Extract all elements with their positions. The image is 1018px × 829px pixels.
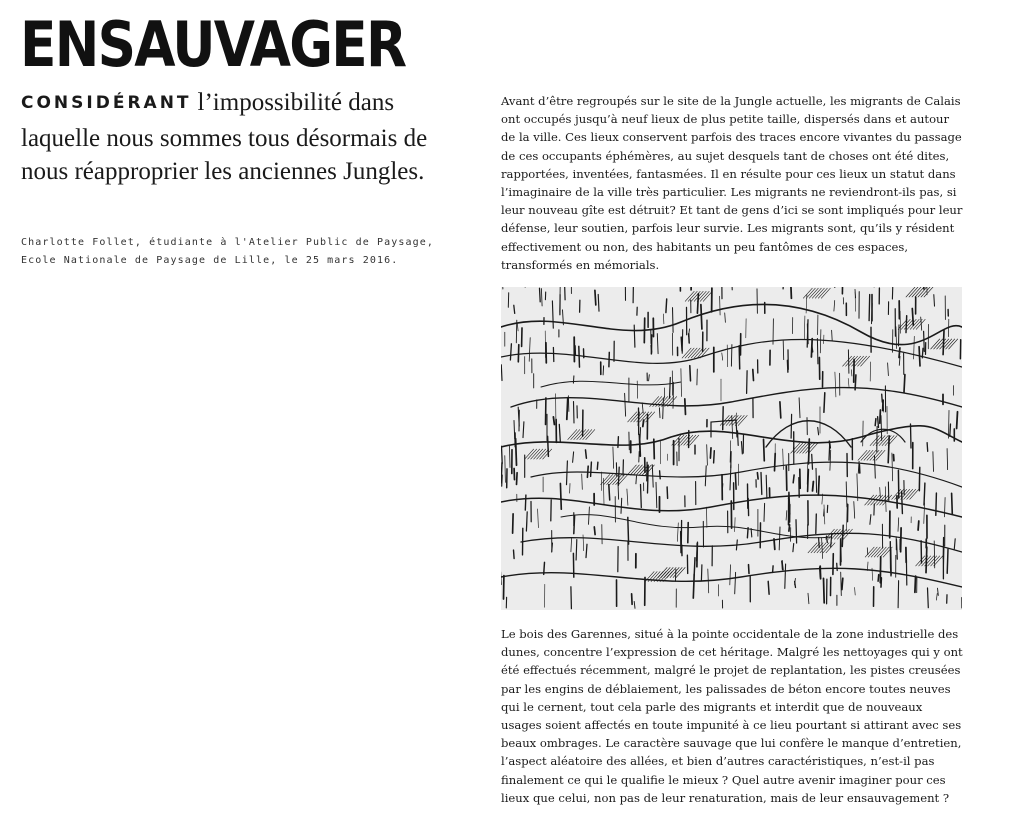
sketch-tree-stroke <box>595 290 596 305</box>
sketch-tree-stroke <box>697 542 698 561</box>
sketch-tree-stroke <box>714 451 715 463</box>
sketch-tree-stroke <box>659 408 660 418</box>
sketch-tree-stroke <box>749 565 750 574</box>
lede <box>21 86 471 188</box>
sketch-tree-stroke <box>516 320 517 343</box>
sketch-tree-stroke <box>764 439 765 461</box>
sketch-tree-stroke <box>766 475 767 498</box>
landscape-sketch <box>501 287 962 610</box>
sketch-tree-stroke <box>501 463 502 483</box>
sketch-tree-stroke <box>793 544 794 552</box>
sketch-tree-stroke <box>693 574 694 598</box>
sketch-tree-stroke <box>603 366 604 375</box>
sketch-tree-stroke <box>809 439 810 464</box>
sketch-tree-stroke <box>667 487 668 498</box>
sketch-tree-stroke <box>786 466 787 490</box>
sketch-tree-stroke <box>573 376 574 383</box>
sketch-tree-stroke <box>782 561 783 569</box>
byline: Charlotte Follet, étudiante à l'Atelier Public de Paysage, Ecole Nationale de Paysage de Lille, le 25 mars 2016. <box>21 237 434 266</box>
sketch-tree-stroke <box>875 419 876 426</box>
sketch-tree-stroke <box>641 485 642 508</box>
sketch-tree-stroke <box>689 334 690 343</box>
sketch-tree-stroke <box>609 485 610 500</box>
sketch-tree-stroke <box>761 473 762 495</box>
sketch-tree-stroke <box>501 365 502 381</box>
sketch-tree-stroke <box>898 581 899 608</box>
paragraph-garennes: Le bois des Garennes, situé à la pointe occidentale de la zone industrielle des dunes, concentre l’expression de cet héritage. Malgré les nettoyages qui y ont été effectués récemment, malgré le projet de replantation, les pistes creusées par les engins de déblaiement, les palissades de béton encore toutes neuves qui le cernent, tout cela parle des migrants et interdit que de nouveaux usages soient affectés en toute impunité à ce lieu pourtant si attirant avec ses beaux ombrages. Le caractère sauvage que lui confère le manque d’entretien, l’aspect aléatoire des allées, et bien d’autres caractéristiques, n’est-il pas finalement ce qui le qualifie le mieux ? Quel autre avenir imaginer pour ces lieux que celui, non pas de leur renaturation, mais de leur ensauvagement ? <box>501 627 963 805</box>
sketch-tree-stroke <box>795 581 796 587</box>
sketch-tree-stroke <box>878 417 879 428</box>
sketch-tree-stroke <box>738 431 739 446</box>
sketch-tree-stroke <box>855 375 856 390</box>
sketch-tree-stroke <box>685 399 686 415</box>
sketch-tree-stroke <box>926 547 927 573</box>
sketch-tree-stroke <box>618 483 619 500</box>
sketch-tree-stroke <box>878 575 879 582</box>
sketch-tree-stroke <box>544 562 545 574</box>
sketch-tree-stroke <box>936 493 937 515</box>
sketch-tree-stroke <box>943 331 944 355</box>
sketch-tree-stroke <box>553 417 554 425</box>
sketch-tree-stroke <box>919 347 920 366</box>
sketch-tree-stroke <box>841 572 842 595</box>
sketch-tree-stroke <box>774 539 775 550</box>
sketch-tree-stroke <box>934 541 935 568</box>
sketch-tree-stroke <box>694 558 695 575</box>
sketch-tree-stroke <box>739 346 740 369</box>
sketch-tree-stroke <box>816 514 817 534</box>
sketch-tree-stroke <box>837 563 838 570</box>
sketch-tree-stroke <box>892 287 893 299</box>
sketch-tree-stroke <box>824 578 825 603</box>
sketch-tree-stroke <box>901 528 902 552</box>
sketch-tree-stroke <box>701 305 702 329</box>
sketch-tree-stroke <box>918 521 919 530</box>
sketch-tree-stroke <box>673 308 674 333</box>
sketch-tree-stroke <box>682 330 683 354</box>
sketch-tree-stroke <box>922 348 923 358</box>
sketch-tree-stroke <box>510 446 511 467</box>
sketch-tree-stroke <box>560 484 561 510</box>
sketch-tree-stroke <box>824 393 825 413</box>
sketch-tree-stroke <box>628 517 629 544</box>
page-title: ENSAUVAGER <box>20 8 406 81</box>
sketch-tree-stroke <box>928 588 929 608</box>
sketch-tree-stroke <box>832 330 833 341</box>
sketch-tree-stroke <box>924 483 925 505</box>
sketch-tree-stroke <box>791 414 792 438</box>
sketch-tree-stroke <box>824 509 825 516</box>
sketch-tree-stroke <box>783 287 784 289</box>
sketch-tree-stroke <box>947 549 948 573</box>
sketch-tree-stroke <box>540 288 541 302</box>
sketch-tree-stroke <box>514 305 515 313</box>
sketch-tree-stroke <box>911 424 912 448</box>
sketch-tree-stroke <box>690 366 691 381</box>
sketch-tree-stroke <box>816 468 817 492</box>
sketch-tree-stroke <box>666 299 667 313</box>
sketch-tree-stroke <box>950 424 951 436</box>
sketch-tree-stroke <box>660 471 661 479</box>
sketch-tree-stroke <box>934 295 935 306</box>
sketch-tree-stroke <box>567 398 568 420</box>
sketch-tree-stroke <box>789 525 790 531</box>
sketch-tree-stroke <box>618 437 619 448</box>
sketch-tree-stroke <box>812 454 813 469</box>
sketch-tree-stroke <box>813 482 814 491</box>
sketch-tree-stroke <box>775 454 776 471</box>
sketch-tree-stroke <box>904 375 905 393</box>
sketch-tree-stroke <box>949 410 950 438</box>
sketch-tree-stroke <box>793 475 794 483</box>
sketch-tree-stroke <box>579 346 580 367</box>
sketch-tree-stroke <box>731 345 732 367</box>
sketch-tree-stroke <box>586 450 587 458</box>
sketch-tree-stroke <box>819 538 820 548</box>
sketch-tree-stroke <box>574 516 575 534</box>
sketch-tree-stroke <box>513 514 514 533</box>
sketch-tree-stroke <box>517 473 518 485</box>
sketch-tree-stroke <box>818 476 819 495</box>
sketch-tree-stroke <box>789 492 790 514</box>
landscape-sketch-drawing <box>501 287 962 610</box>
sketch-tree-stroke <box>747 371 748 394</box>
sketch-tree-stroke <box>768 581 769 594</box>
sketch-tree-stroke <box>654 439 655 459</box>
sketch-tree-stroke <box>514 550 515 558</box>
sketch-tree-stroke <box>888 436 889 463</box>
sketch-tree-stroke <box>735 473 736 489</box>
sketch-tree-stroke <box>639 435 640 457</box>
sketch-tree-stroke <box>518 345 519 362</box>
sketch-tree-stroke <box>933 452 934 472</box>
lede-keyword: CONSIDÉRANT <box>21 93 192 113</box>
sketch-tree-stroke <box>574 402 575 423</box>
sketch-tree-stroke <box>591 462 592 476</box>
sketch-tree-stroke <box>867 548 868 555</box>
sketch-tree-stroke <box>957 412 958 429</box>
sketch-tree-stroke <box>764 503 765 521</box>
sketch-tree-stroke <box>757 473 758 479</box>
sketch-tree-stroke <box>634 325 635 347</box>
sketch-tree-stroke <box>587 466 588 477</box>
sketch-tree-stroke <box>791 287 792 298</box>
sketch-tree-stroke <box>869 295 870 321</box>
sketch-tree-stroke <box>880 410 881 423</box>
sketch-tree-stroke <box>773 566 774 573</box>
sketch-tree-stroke <box>751 529 752 537</box>
sketch-tree-stroke <box>502 446 503 463</box>
sketch-tree-stroke <box>720 296 721 315</box>
sketch-tree-stroke <box>783 341 784 360</box>
sketch-tree-stroke <box>947 449 948 470</box>
sketch-tree-stroke <box>571 587 572 609</box>
sketch-tree-stroke <box>753 369 754 380</box>
sketch-tree-stroke <box>710 448 711 458</box>
sketch-tree-stroke <box>924 331 925 351</box>
sketch-tree-stroke <box>636 476 637 484</box>
sketch-tree-stroke <box>594 527 595 535</box>
sketch-tree-stroke <box>670 378 671 399</box>
sketch-tree-stroke <box>927 443 928 452</box>
sketch-tree-stroke <box>526 512 527 531</box>
sketch-tree-stroke <box>747 528 748 538</box>
sketch-tree-stroke <box>621 498 622 513</box>
sketch-tree-stroke <box>787 360 788 372</box>
paragraph-intro: Avant d’être regroupés sur le site de la Jungle actuelle, les migrants de Calais ont occupés jusqu’à neuf lieux de plus petite taille, dispersés dans et autour de la ville. Ces lieux conservent parfois des traces encore vivantes du passage de ces occupants éphémères, au sujet desquels tant de choses ont été dites, rapportées, inventées, fantasmées. Il en résulte pour ces lieux un statut dans l’imaginaire de la ville très particulier. Les migrants ne reviendront-ils pas, si leur nouveau gîte est détruit? Et tant de gens d’ici se sont impliqués pour leur défense, leur soutien, parfois leur survie. Les migrants sont, qu’ils y résident effectivement ou non, des habitants un peu fantômes de ces espaces, transformés en mémorials. <box>501 94 963 272</box>
sketch-tree-stroke <box>780 402 781 418</box>
sketch-tree-stroke <box>701 565 702 581</box>
sketch-tree-stroke <box>897 540 898 560</box>
sketch-tree-stroke <box>817 339 818 364</box>
sketch-tree-stroke <box>952 493 953 514</box>
sketch-tree-stroke <box>915 576 916 592</box>
sketch-tree-stroke <box>723 407 724 430</box>
sketch-tree-stroke <box>525 495 526 510</box>
sketch-tree-stroke <box>808 324 809 344</box>
sketch-tree-stroke <box>811 339 812 357</box>
sketch-tree-stroke <box>829 444 830 460</box>
sketch-tree-stroke <box>598 294 599 311</box>
lede-text: l’impossibilité dans laquelle nous sommes tous désormais de nous réapproprier les anciennes Jungles. <box>21 89 428 185</box>
sketch-tree-stroke <box>842 578 843 589</box>
sketch-tree-stroke <box>576 540 577 560</box>
sketch-tree-stroke <box>632 594 633 605</box>
sketch-tree-stroke <box>597 462 598 469</box>
sketch-tree-stroke <box>848 350 849 373</box>
sketch-tree-stroke <box>796 520 797 543</box>
sketch-tree-stroke <box>618 467 619 485</box>
